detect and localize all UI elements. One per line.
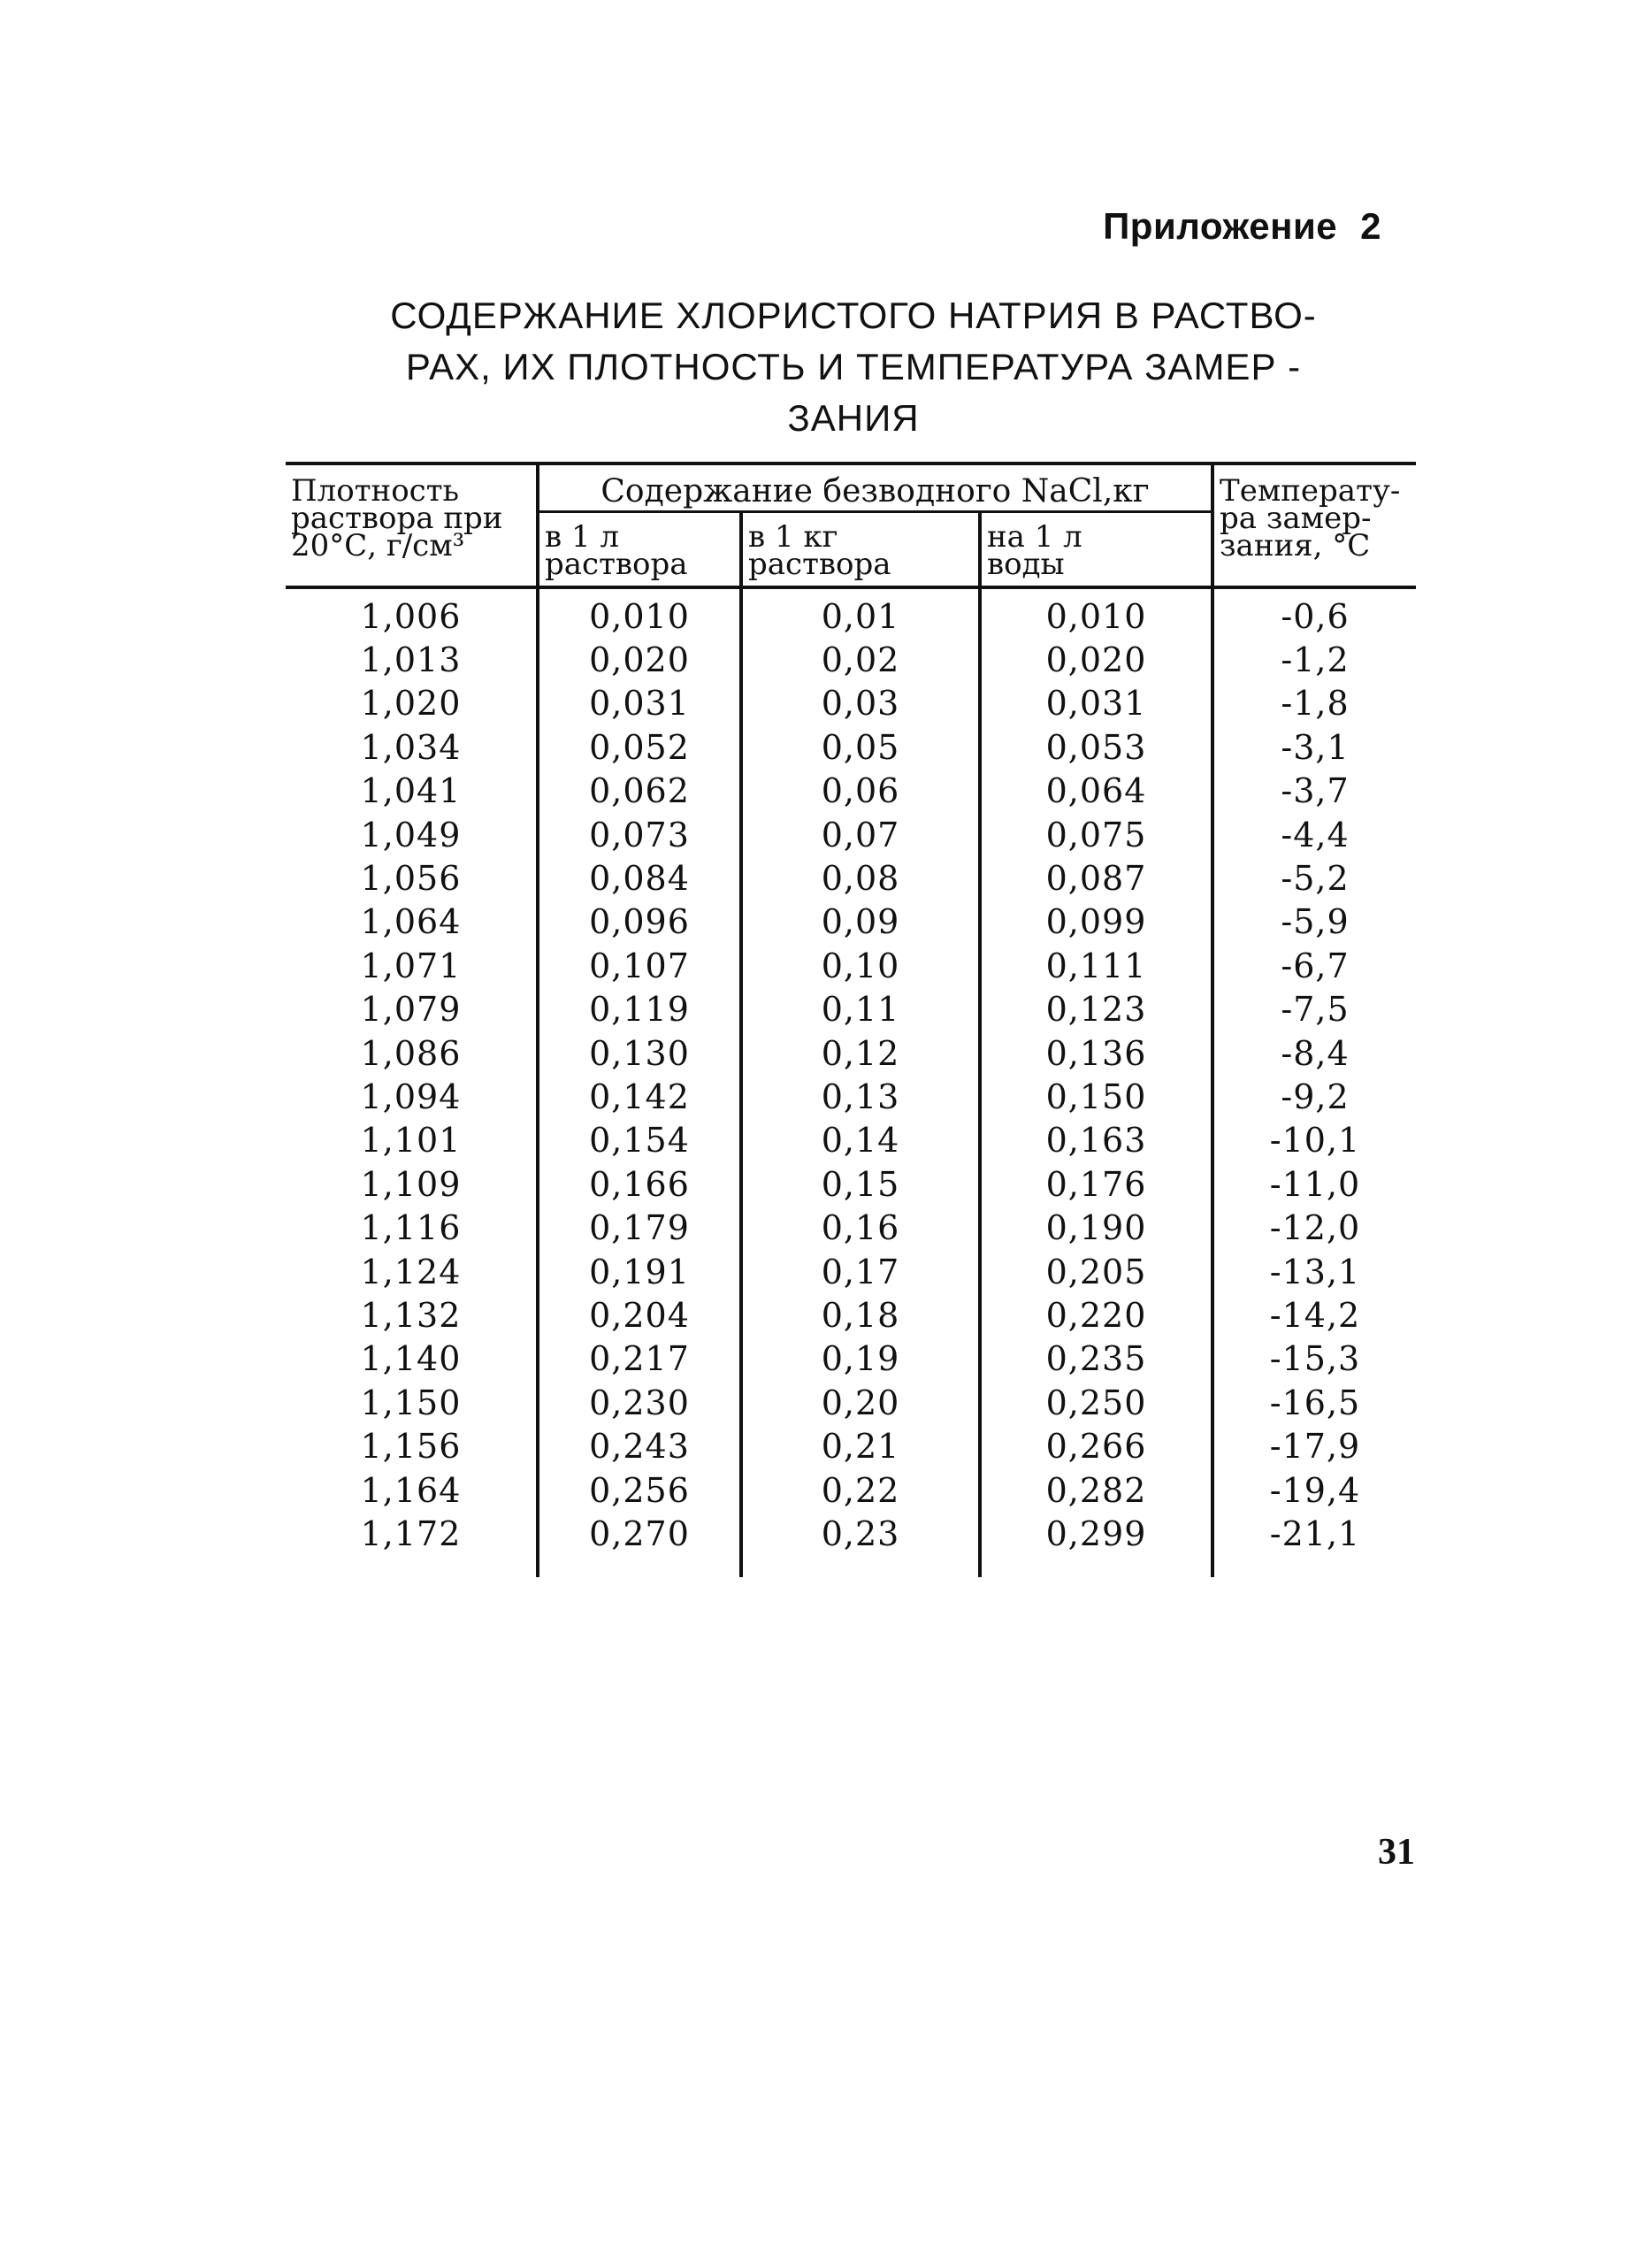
per-liter-solution-cell: 0,020 — [538, 638, 741, 681]
per-liter-solution-cell: 0,073 — [538, 813, 741, 856]
per-kg-solution-cell: 0,03 — [741, 682, 980, 725]
per-liter-solution-cell: 0,179 — [538, 1206, 741, 1249]
appendix-number: 2 — [1360, 205, 1381, 247]
table-row — [286, 1250, 1416, 1293]
table-row — [286, 1119, 1416, 1162]
density-cell: 1,164 — [360, 1470, 462, 1510]
table-row — [286, 770, 1416, 813]
header-per-kg-solution-line-1: в 1 кг — [748, 519, 838, 555]
freezing-temp-cell: -15,3 — [1212, 1337, 1416, 1381]
page-number: 31 — [1378, 1832, 1415, 1873]
freezing-temp-cell: -13,1 — [1212, 1250, 1416, 1293]
per-kg-solution-cell: 0,11 — [741, 988, 980, 1031]
freezing-temp-cell: -3,1 — [1212, 725, 1416, 769]
table-row — [286, 900, 1416, 944]
title-line-1: СОДЕРЖАНИЕ ХЛОРИСТОГО НАТРИЯ В РАСТВО- — [390, 295, 1317, 336]
per-liter-solution-cell: 0,096 — [538, 900, 741, 944]
density-cell: 1,049 — [360, 815, 462, 854]
density-cell: 1,140 — [360, 1339, 462, 1379]
per-liter-solution-cell: 0,270 — [538, 1512, 741, 1576]
per-liter-solution-cell: 0,154 — [538, 1119, 741, 1162]
freezing-temp-cell: -5,9 — [1212, 900, 1416, 944]
density-cell: 1,116 — [360, 1208, 462, 1248]
per-kg-solution-cell: 0,14 — [741, 1119, 980, 1162]
header-per-liter-solution — [538, 512, 741, 588]
table-row — [286, 1512, 1416, 1576]
density-cell: 1,156 — [360, 1427, 462, 1467]
freezing-temp-cell: -21,1 — [1212, 1512, 1416, 1576]
header-per-liter-solution-line-1: в 1 л — [545, 519, 619, 555]
header-density-line-3: 20°С, г/см³ — [291, 528, 465, 563]
freezing-temp-cell: -5,2 — [1212, 856, 1416, 900]
per-kg-solution-cell: 0,10 — [741, 944, 980, 987]
per-kg-solution-cell: 0,05 — [741, 725, 980, 769]
per-liter-solution-cell: 0,230 — [538, 1381, 741, 1424]
density-cell: 1,124 — [360, 1252, 462, 1291]
table-row — [286, 813, 1416, 856]
per-kg-solution-cell: 0,09 — [741, 900, 980, 944]
header-per-liter-water-line-1: на 1 л — [987, 519, 1082, 555]
header-density-line-2: раствора при — [291, 501, 503, 536]
per-kg-solution-cell: 0,07 — [741, 813, 980, 856]
per-liter-water-cell: 0,282 — [980, 1468, 1212, 1512]
freezing-temp-cell: -17,9 — [1212, 1424, 1416, 1467]
per-liter-water-cell: 0,075 — [980, 813, 1212, 856]
table-row — [286, 1293, 1416, 1337]
title-line-2: РАХ, ИХ ПЛОТНОСТЬ И ТЕМПЕРАТУРА ЗАМЕР - — [405, 346, 1302, 387]
per-liter-solution-cell: 0,243 — [538, 1424, 741, 1467]
freezing-temp-cell: -12,0 — [1212, 1206, 1416, 1249]
freezing-temp-cell: -6,7 — [1212, 944, 1416, 987]
header-freezing-line-2: ра замер- — [1220, 501, 1372, 536]
per-liter-water-cell: 0,087 — [980, 856, 1212, 900]
density-cell: 1,064 — [360, 902, 462, 942]
freezing-temp-cell: -0,6 — [1212, 587, 1416, 638]
header-per-kg-solution-line-2: раствора — [748, 547, 891, 582]
table-row — [286, 1206, 1416, 1249]
per-liter-solution-cell: 0,010 — [538, 587, 741, 638]
per-kg-solution-cell: 0,23 — [741, 1512, 980, 1576]
density-cell: 1,020 — [360, 684, 462, 724]
density-cell: 1,150 — [360, 1383, 462, 1422]
per-kg-solution-cell: 0,17 — [741, 1250, 980, 1293]
per-liter-water-cell: 0,020 — [980, 638, 1212, 681]
per-kg-solution-cell: 0,08 — [741, 856, 980, 900]
per-kg-solution-cell: 0,16 — [741, 1206, 980, 1249]
appendix-heading — [1103, 205, 1381, 248]
freezing-temp-cell: -14,2 — [1212, 1293, 1416, 1337]
per-kg-solution-cell: 0,01 — [741, 587, 980, 638]
per-liter-water-cell: 0,031 — [980, 682, 1212, 725]
table-row — [286, 638, 1416, 681]
header-density — [286, 464, 538, 587]
table-row — [286, 1381, 1416, 1424]
per-liter-solution-cell: 0,166 — [538, 1162, 741, 1206]
per-liter-water-cell: 0,111 — [980, 944, 1212, 987]
per-liter-solution-cell: 0,062 — [538, 770, 741, 813]
table-row — [286, 682, 1416, 725]
density-cell: 1,086 — [360, 1033, 462, 1073]
per-liter-solution-cell: 0,107 — [538, 944, 741, 987]
per-kg-solution-cell: 0,18 — [741, 1293, 980, 1337]
density-cell: 1,079 — [360, 990, 462, 1030]
table-row — [286, 1468, 1416, 1512]
table-body — [286, 587, 1416, 1577]
header-freezing-line-1: Температу- — [1220, 473, 1401, 509]
freezing-temp-cell: -19,4 — [1212, 1468, 1416, 1512]
per-liter-water-cell: 0,010 — [980, 587, 1212, 638]
per-kg-solution-cell: 0,02 — [741, 638, 980, 681]
freezing-temp-cell: -1,2 — [1212, 638, 1416, 681]
per-liter-solution-cell: 0,031 — [538, 682, 741, 725]
table-row — [286, 1337, 1416, 1381]
per-liter-water-cell: 0,190 — [980, 1206, 1212, 1249]
table-row — [286, 1075, 1416, 1118]
per-kg-solution-cell: 0,22 — [741, 1468, 980, 1512]
per-liter-water-cell: 0,220 — [980, 1293, 1212, 1337]
table-row — [286, 725, 1416, 769]
per-liter-solution-cell: 0,204 — [538, 1293, 741, 1337]
header-density-line-1: Плотность — [291, 473, 460, 509]
per-liter-water-cell: 0,150 — [980, 1075, 1212, 1118]
header-nacl-content: Содержание безводного NaCl,кг — [538, 464, 1212, 512]
per-kg-solution-cell: 0,21 — [741, 1424, 980, 1467]
per-liter-water-cell: 0,250 — [980, 1381, 1212, 1424]
density-cell: 1,101 — [360, 1121, 462, 1161]
freezing-temp-cell: -9,2 — [1212, 1075, 1416, 1118]
table-row — [286, 1031, 1416, 1075]
title-line-3: ЗАНИЯ — [787, 397, 920, 439]
density-cell: 1,109 — [360, 1164, 462, 1204]
density-cell: 1,071 — [360, 946, 462, 985]
table-row — [286, 587, 1416, 638]
per-liter-water-cell: 0,299 — [980, 1512, 1212, 1576]
table-row — [286, 1424, 1416, 1467]
per-kg-solution-cell: 0,12 — [741, 1031, 980, 1075]
per-kg-solution-cell: 0,19 — [741, 1337, 980, 1381]
density-cell: 1,013 — [360, 640, 462, 680]
density-cell: 1,041 — [360, 771, 462, 811]
freezing-temp-cell: -10,1 — [1212, 1119, 1416, 1162]
per-liter-water-cell: 0,136 — [980, 1031, 1212, 1075]
header-per-liter-water — [980, 512, 1212, 588]
density-cell: 1,006 — [360, 596, 462, 636]
freezing-temp-cell: -3,7 — [1212, 770, 1416, 813]
header-per-liter-water-line-2: воды — [987, 547, 1065, 582]
table-row — [286, 944, 1416, 987]
per-kg-solution-cell: 0,13 — [741, 1075, 980, 1118]
per-kg-solution-cell: 0,15 — [741, 1162, 980, 1206]
header-per-liter-solution-line-2: раствора — [545, 547, 688, 582]
density-cell: 1,034 — [360, 727, 462, 767]
per-liter-solution-cell: 0,052 — [538, 725, 741, 769]
freezing-temp-cell: -16,5 — [1212, 1381, 1416, 1424]
per-liter-water-cell: 0,266 — [980, 1424, 1212, 1467]
table-row — [286, 856, 1416, 900]
per-liter-solution-cell: 0,191 — [538, 1250, 741, 1293]
per-kg-solution-cell: 0,20 — [741, 1381, 980, 1424]
per-liter-solution-cell: 0,256 — [538, 1468, 741, 1512]
document-title — [318, 290, 1388, 444]
per-liter-solution-cell: 0,084 — [538, 856, 741, 900]
freezing-temp-cell: -8,4 — [1212, 1031, 1416, 1075]
freezing-temp-cell: -1,8 — [1212, 682, 1416, 725]
freezing-temp-cell: -4,4 — [1212, 813, 1416, 856]
table-header — [286, 464, 1416, 587]
per-liter-water-cell: 0,123 — [980, 988, 1212, 1031]
per-liter-water-cell: 0,053 — [980, 725, 1212, 769]
freezing-temp-cell: -11,0 — [1212, 1162, 1416, 1206]
per-liter-solution-cell: 0,217 — [538, 1337, 741, 1381]
appendix-label: Приложение — [1103, 205, 1338, 247]
per-liter-solution-cell: 0,142 — [538, 1075, 741, 1118]
density-cell: 1,056 — [360, 859, 462, 899]
per-liter-water-cell: 0,099 — [980, 900, 1212, 944]
table-row — [286, 1162, 1416, 1206]
density-cell: 1,172 — [360, 1513, 462, 1553]
header-freezing-temp — [1212, 464, 1416, 587]
per-liter-water-cell: 0,064 — [980, 770, 1212, 813]
per-kg-solution-cell: 0,06 — [741, 770, 980, 813]
density-cell: 1,094 — [360, 1077, 462, 1116]
table-row — [286, 988, 1416, 1031]
header-per-kg-solution — [741, 512, 980, 588]
per-liter-solution-cell: 0,130 — [538, 1031, 741, 1075]
per-liter-water-cell: 0,235 — [980, 1337, 1212, 1381]
per-liter-solution-cell: 0,119 — [538, 988, 741, 1031]
nacl-solution-table — [286, 462, 1416, 1577]
density-cell: 1,132 — [360, 1295, 462, 1335]
per-liter-water-cell: 0,176 — [980, 1162, 1212, 1206]
per-liter-water-cell: 0,163 — [980, 1119, 1212, 1162]
per-liter-water-cell: 0,205 — [980, 1250, 1212, 1293]
freezing-temp-cell: -7,5 — [1212, 988, 1416, 1031]
header-freezing-line-3: зания, °С — [1220, 528, 1371, 563]
